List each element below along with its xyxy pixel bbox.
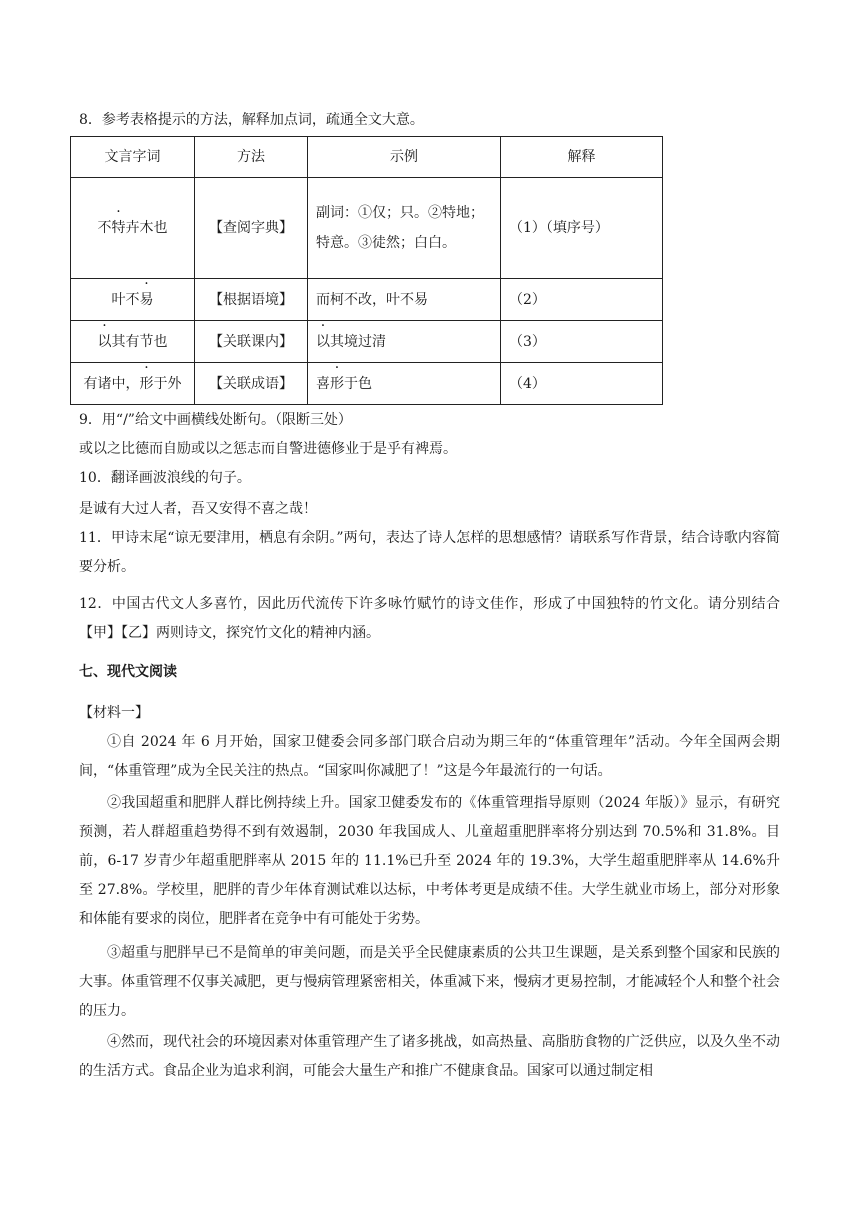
table-row <box>71 321 663 363</box>
header-cell-example: 示例 <box>308 137 501 178</box>
word-cell <box>71 363 195 405</box>
dotted-char: 特 <box>111 220 126 236</box>
question-10-text: 是诚有大过人者，吾又安得不喜之哉！ <box>79 501 317 517</box>
method-cell: 【查阅字典】 <box>195 178 308 279</box>
example-cell <box>308 363 501 405</box>
header-cell-answer: 解释 <box>501 137 663 178</box>
word-text: 于外 <box>153 375 182 392</box>
word-text: 叶不 <box>111 291 140 308</box>
word-cell <box>71 279 195 321</box>
word-text: 卉木也 <box>125 220 168 236</box>
table-row <box>71 178 663 279</box>
question-10-title: 10．翻译画波浪线的句子。 <box>79 470 251 486</box>
header-cell-method: 方法 <box>195 137 308 178</box>
question-11: 11．甲诗末尾“谅无要津用，栖息有余阴。”两句，表达了诗人怎样的思想感情？请联系写作背景，结合诗歌内容简要分析。 <box>79 530 780 575</box>
word-cell <box>71 178 195 279</box>
example-text: 喜 <box>316 375 330 392</box>
table-row <box>71 279 663 321</box>
paragraph-1: ①自 2024 年 6 月开始，国家卫健委会同多部门联合启动为期三年的“体重管理年”活动。今年全国两会期间，“体重管理”成为全民关注的热点。“国家叫你减肥了！”这是今年最流行的一句话。 <box>79 734 780 779</box>
paragraph-4: ④然而，现代社会的环境因素对体重管理产生了诸多挑战，如高热量、高脂肪食物的广泛供应，以及久坐不动的生活方式。食品企业为追求利润，可能会大量生产和推广不健康食品。国家可以通过制定相 <box>79 1034 780 1079</box>
word-text: 其有节也 <box>111 333 168 350</box>
example-cell <box>308 321 501 363</box>
question-9-text: 或以之比德而自励或以之惩志而自警进德修业于是乎有裨焉。 <box>79 441 457 457</box>
dotted-char: 易 <box>139 291 154 308</box>
method-table <box>70 136 663 405</box>
example-text: 于色 <box>344 375 372 392</box>
answer-cell: （3） <box>501 321 663 363</box>
word-text: 不 <box>97 220 112 236</box>
word-text: 有诸中， <box>83 375 140 392</box>
dotted-char: 以 <box>97 333 112 350</box>
header-cell-word: 文言字词 <box>71 137 195 178</box>
example-cell: 副词：①仅；只。②特地；特意。③徒然；白白。 <box>308 178 501 279</box>
method-cell: 【关联成语】 <box>195 363 308 405</box>
question-9-title: 9．用“/”给文中画横线处断句。（限断三处） <box>79 412 352 428</box>
paragraph-2: ②我国超重和肥胖人群比例持续上升。国家卫健委发布的《体重管理指导原则（2024 年版）》显示，有研究预测，若人群超重趋势得不到有效遏制，2030 年我国成人、儿童超重肥胖率将分别达到 70.5%和 31.8%。目前，6-17 岁青少年超重肥胖率从 2015 年的 11.1%已升至 2024 年的 19.3%，大学生超重肥胖率从 14.6%升至 27.8%。学校里，肥胖的青少年体育测试难以达标，中考体考更是成绩不佳。大学生就业市场上，部分对形象和体能有要求的岗位，肥胖者在竞争中有可能处于劣势。 <box>79 795 780 927</box>
table-row <box>71 363 663 405</box>
question-8-title: 8．参考表格提示的方法，解释加点词，疏通全文大意。 <box>79 112 424 128</box>
dotted-char: 以 <box>316 333 330 350</box>
material-1-label: 【材料一】 <box>79 705 149 721</box>
method-cell: 【根据语境】 <box>195 279 308 321</box>
method-cell: 【关联课内】 <box>195 321 308 363</box>
example-cell: 而柯不改，叶不易 <box>308 279 501 321</box>
section-7-title: 七、现代文阅读 <box>79 664 177 680</box>
answer-cell: （4） <box>501 363 663 405</box>
example-text: 其境过清 <box>330 333 386 350</box>
word-cell <box>71 321 195 363</box>
question-12: 12．中国古代文人多喜竹，因此历代流传下许多咏竹赋竹的诗文佳作，形成了中国独特的竹文化。请分别结合【甲】【乙】两则诗文，探究竹文化的精神内涵。 <box>79 596 780 641</box>
answer-cell: （1）（填序号） <box>501 178 663 279</box>
table-header-row <box>71 137 663 178</box>
paragraph-3: ③超重与肥胖早已不是简单的审美问题，而是关乎全民健康素质的公共卫生课题，是关系到整个国家和民族的大事。体重管理不仅事关减肥，更与慢病管理紧密相关，体重减下来，慢病才更易控制，才能减轻个人和整个社会的压力。 <box>79 945 780 1019</box>
dotted-char: 形 <box>139 375 154 392</box>
dotted-char: 形 <box>330 375 344 392</box>
answer-cell: （2） <box>501 279 663 321</box>
